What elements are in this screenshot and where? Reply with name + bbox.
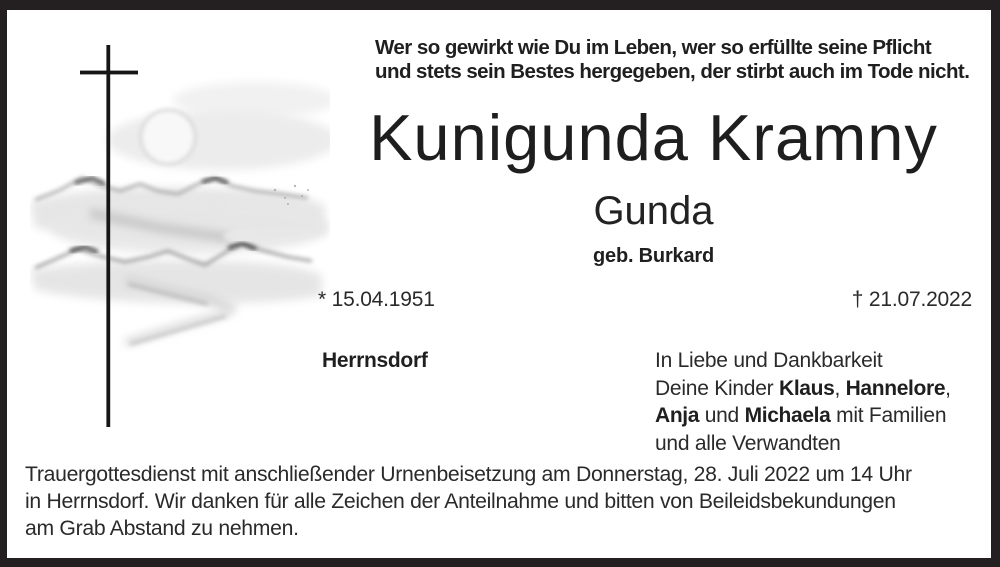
sun-shape (141, 110, 195, 164)
life-dates (318, 288, 972, 312)
family-line1: In Liebe und Dankbarkeit (655, 349, 883, 372)
family-line2: Deine Kinder Klaus, Hannelore, (655, 376, 951, 400)
opening-quote-line2: und stets sein Bestes hergegeben, der stirbt auch im Tode nicht. (375, 59, 970, 83)
sky-wash (107, 82, 330, 170)
family-line3: Anja und Michaela mit Familien (655, 404, 947, 427)
child-name-michaela: Michaela (744, 404, 831, 427)
mountain-landscape (30, 178, 330, 344)
family-line4: und alle Verwandten (655, 431, 841, 455)
child-name-hannelore: Hannelore (845, 376, 946, 400)
birth-date: * 15.04.1951 (318, 288, 435, 311)
memorial-artwork (30, 28, 330, 440)
place-name: Herrnsdorf (322, 349, 428, 372)
child-name-anja: Anja (655, 404, 700, 427)
birth-name: geb. Burkard (593, 245, 714, 267)
opening-quote-line1: Wer so gewirkt wie Du im Leben, wer so erfüllte seine Pflicht (375, 36, 932, 59)
service-notice-line3: am Grab Abstand zu nehmen. (25, 517, 299, 540)
deceased-name: Kunigunda Kramny (369, 101, 938, 174)
service-notice-line2: in Herrnsdorf. Wir danken für alle Zeichen der Anteilnahme und bitten von Beileidsbekundungen (25, 490, 896, 513)
family-message (655, 347, 985, 457)
death-date: † 21.07.2022 (851, 288, 972, 311)
service-notice-line1: Trauergottesdienst mit anschließender Urnenbeisetzung am Donnerstag, 28. Juli 2022 um 14 Uhr (25, 463, 912, 486)
notice-card (7, 10, 991, 558)
deceased-nickname: Gunda (593, 189, 714, 233)
child-name-klaus: Klaus (779, 376, 835, 400)
opening-quote (375, 36, 987, 83)
service-notice (25, 461, 977, 542)
